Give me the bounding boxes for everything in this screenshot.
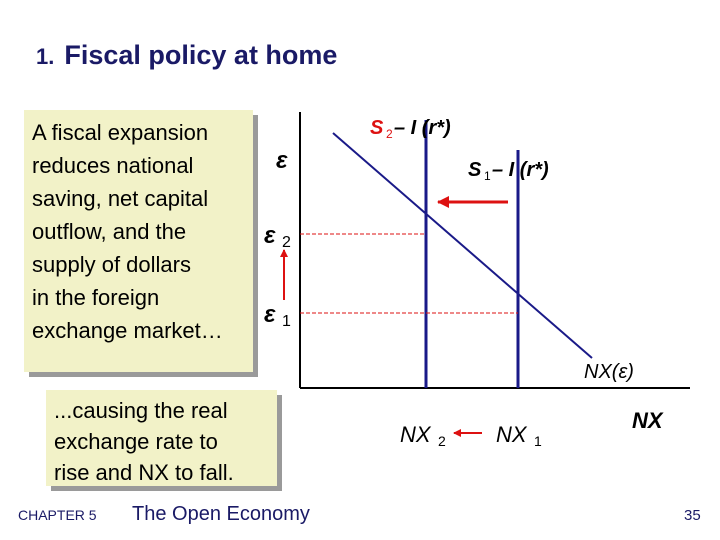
curve-s2-rest: – I (r*)	[394, 117, 451, 139]
nx-curve-label: NX(ε)	[584, 361, 634, 383]
title-number: 1.	[36, 44, 55, 69]
nx2-label: NX	[400, 422, 431, 447]
title-text: Fiscal policy at home	[64, 40, 338, 70]
box-top-line: in the foreign	[32, 285, 160, 310]
epsilon1-label: ε	[264, 301, 276, 328]
curve-label-s1	[468, 159, 549, 183]
epsilon1-sub: 1	[282, 313, 291, 330]
box-top-line: outflow, and the	[32, 219, 187, 244]
curve-label-s2	[370, 117, 451, 141]
nx1-sub: 1	[534, 433, 542, 449]
nx-demand-curve	[333, 133, 592, 358]
footer-chapter: CHAPTER 5	[18, 507, 97, 523]
curve-s2-s: S	[370, 117, 384, 139]
epsilon2-label: ε	[264, 222, 276, 249]
curve-s1-sub: 1	[484, 169, 491, 183]
epsilon2-sub: 2	[282, 234, 291, 251]
curve-s2-sub: 2	[386, 127, 393, 141]
y-axis-label: ε	[276, 147, 288, 174]
box-top-line: supply of dollars	[32, 252, 191, 277]
nx2-sub: 2	[438, 433, 446, 449]
footer-title: The Open Economy	[132, 503, 310, 525]
box-bottom-line: rise and NX to fall.	[54, 460, 234, 485]
x-axis-label: NX	[632, 408, 663, 433]
page-number: 35	[684, 507, 701, 524]
curve-s1-s: S	[468, 159, 482, 181]
box-top-line: reduces national	[32, 153, 194, 178]
box-top-line: exchange market…	[32, 318, 223, 343]
box-top-line: A fiscal expansion	[32, 120, 209, 145]
box-bottom-line: ...causing the real	[54, 398, 228, 423]
nx1-label: NX	[496, 422, 527, 447]
box-top-line: saving, net capital	[32, 186, 209, 211]
curve-s1-rest: – I (r*)	[492, 159, 549, 181]
box-bottom-line: exchange rate to	[54, 429, 218, 454]
